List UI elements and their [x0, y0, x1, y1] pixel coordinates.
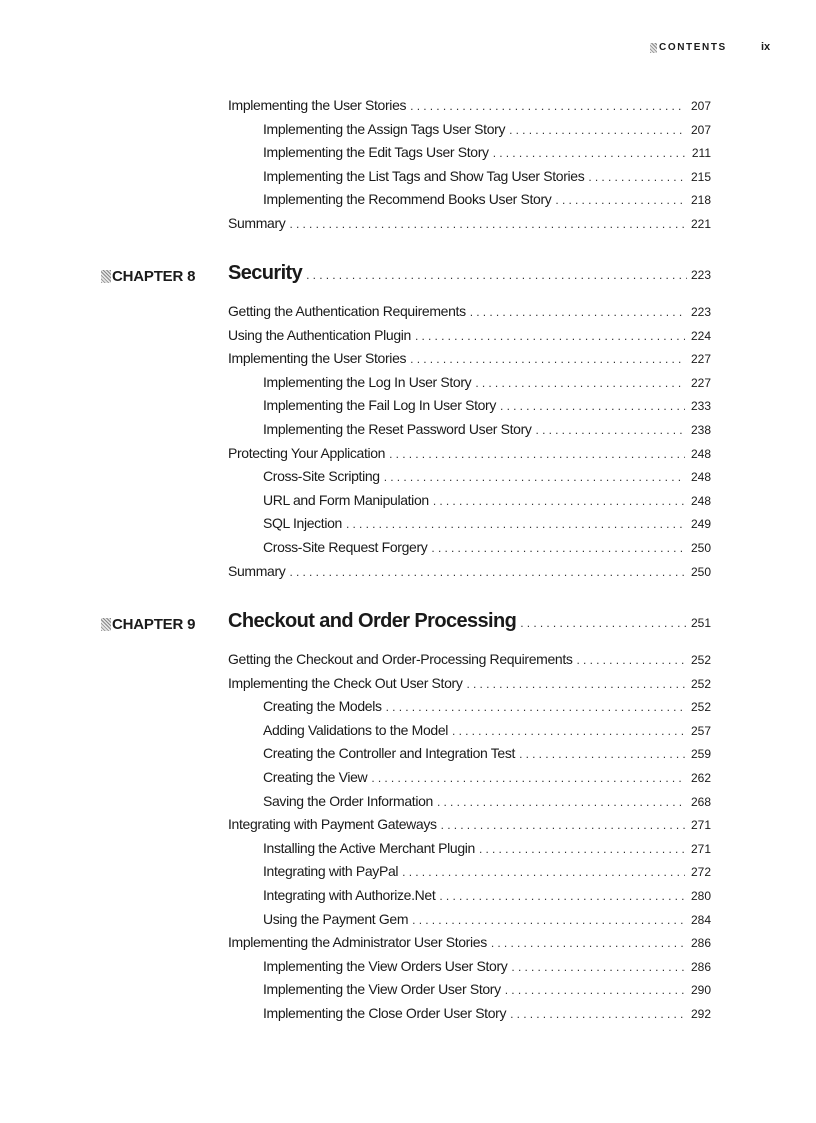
toc-entry-page: 286 [690, 936, 711, 951]
toc-entry-page: 248 [690, 493, 711, 508]
toc-entry[interactable] [228, 934, 711, 954]
chapter-heading[interactable] [0, 610, 816, 638]
dot-leader [470, 305, 685, 319]
dot-leader [519, 747, 685, 761]
toc-entry[interactable] [263, 492, 711, 512]
toc-entry-page: 271 [690, 818, 711, 833]
toc-entry-page: 248 [690, 470, 711, 485]
toc-entry-page: 207 [690, 122, 711, 137]
chapter-heading[interactable] [0, 262, 816, 290]
toc-entry-title: Implementing the Assign Tags User Story [263, 120, 506, 137]
chapter-title-row [228, 610, 711, 638]
dot-leader [588, 170, 685, 184]
toc-entry-page: 207 [690, 99, 711, 113]
toc-entry-page: 218 [690, 193, 711, 208]
toc-entry-title: Summary [228, 562, 286, 579]
toc-entry-page: 252 [690, 676, 711, 691]
dot-leader [493, 146, 685, 160]
toc-entry-page: 290 [690, 983, 711, 998]
dot-leader [441, 818, 685, 832]
toc-entry[interactable] [263, 397, 711, 417]
toc-entry-page: 257 [690, 723, 711, 738]
toc-entry[interactable] [263, 911, 711, 931]
chapter-title: Security [228, 262, 303, 284]
toc-entry-page: 272 [690, 865, 711, 880]
dot-leader [491, 936, 685, 950]
toc-entry[interactable] [228, 816, 711, 836]
toc-entry[interactable] [263, 769, 711, 789]
chapter-title: Checkout and Order Processing [228, 610, 517, 632]
dot-leader [577, 653, 685, 667]
dot-leader [346, 517, 685, 531]
toc-entry-title: Saving the Order Information [263, 792, 433, 809]
toc-entry-title: Creating the Models [263, 698, 382, 715]
toc-entry-page: 238 [690, 423, 711, 437]
chapter-title-row [228, 262, 711, 290]
toc-entry[interactable] [263, 745, 711, 765]
toc-entry-title: Implementing the Administrator User Stories [228, 934, 487, 951]
toc-entry-page: 223 [690, 305, 711, 319]
toc-entry[interactable] [228, 97, 711, 117]
toc-entry-title: Using the Payment Gem [263, 910, 409, 927]
dot-leader [289, 217, 685, 231]
toc-entry[interactable] [263, 468, 711, 488]
toc-entry-title: Implementing the User Stories [228, 350, 407, 367]
dot-leader [536, 423, 685, 437]
dot-leader [466, 677, 685, 691]
running-header-label [650, 42, 727, 53]
toc-entry-page: 292 [690, 1007, 711, 1021]
dot-leader [431, 541, 685, 555]
dot-leader [439, 889, 685, 903]
toc-entry-title: Implementing the Reset Password User Story [263, 421, 532, 437]
toc-entry-page: 215 [690, 169, 711, 184]
toc-entry-page: 286 [690, 959, 711, 974]
dot-leader [384, 470, 685, 484]
dot-leader [509, 123, 685, 137]
dot-leader [386, 700, 685, 714]
toc-entry-page: 249 [690, 517, 711, 532]
dot-leader [306, 268, 687, 282]
toc-entry-title: Implementing the Check Out User Story [228, 674, 463, 691]
toc-entry[interactable] [263, 1005, 711, 1025]
toc-entry-page: 211 [691, 146, 711, 161]
toc-entry-title: Summary [228, 215, 286, 231]
toc-entry-page: 250 [690, 541, 711, 555]
toc-entry-page: 233 [690, 399, 711, 414]
dot-leader [410, 99, 685, 113]
toc-entry-title: Implementing the View Order User Story [263, 981, 501, 998]
chapter-marker-icon [101, 270, 111, 283]
dot-leader [289, 565, 685, 579]
dot-leader [510, 1007, 685, 1021]
chapter-number: CHAPTER 9 [112, 616, 196, 633]
toc-entry-title: Implementing the User Stories [228, 97, 407, 113]
dot-leader [555, 193, 685, 207]
toc-entry-title: Implementing the Close Order User Story [263, 1005, 507, 1021]
toc-entry[interactable] [263, 191, 711, 211]
toc-entry[interactable] [263, 863, 711, 883]
toc-entry-title: Creating the Controller and Integration Test [263, 745, 516, 762]
toc-entry-title: Implementing the Fail Log In User Story [263, 397, 497, 414]
toc-entry-page: 224 [690, 328, 711, 343]
toc-entry-page: 284 [690, 912, 711, 927]
toc-entry-title: Getting the Checkout and Order-Processing Requirements [228, 651, 573, 667]
toc-entry-page: 221 [690, 217, 711, 231]
chapter-marker-icon [101, 618, 111, 631]
toc-entry-title: Implementing the View Orders User Story [263, 957, 508, 974]
toc-entry-title: URL and Form Manipulation [263, 491, 429, 508]
toc-entry[interactable] [228, 651, 711, 671]
toc-entry[interactable] [228, 350, 711, 370]
dot-leader [389, 447, 685, 461]
toc-entry-page: 271 [690, 841, 711, 856]
dot-leader [433, 494, 685, 508]
toc-entry-title: Integrating with Authorize.Net [263, 887, 436, 903]
toc-entry-page: 252 [690, 653, 711, 667]
toc-entry[interactable] [263, 121, 711, 141]
toc-entry-title: SQL Injection [263, 515, 342, 532]
page-number: ix [761, 41, 771, 53]
dot-leader [475, 376, 685, 390]
running-header [0, 42, 816, 58]
toc-entry-title: Protecting Your Application [228, 444, 386, 461]
dot-leader [437, 795, 685, 809]
dot-leader [412, 913, 685, 927]
toc-entry-page: 280 [690, 889, 711, 903]
toc-entry-title: Getting the Authentication Requirements [228, 303, 466, 319]
toc-entry-title: Integrating with Payment Gateways [228, 816, 437, 833]
toc-entry-page: 259 [690, 747, 711, 762]
toc-entry[interactable] [263, 168, 711, 188]
toc-entry[interactable] [228, 445, 711, 465]
dot-leader [511, 960, 685, 974]
toc-entry-page: 262 [690, 771, 711, 785]
toc-entry-title: Creating the View [263, 769, 368, 785]
dot-leader [500, 399, 685, 413]
dot-leader [452, 724, 685, 738]
toc-entry[interactable] [263, 698, 711, 718]
dot-leader [520, 616, 687, 630]
toc-entry-page: 227 [690, 352, 711, 367]
toc-entry-title: Implementing the Edit Tags User Story [263, 144, 489, 161]
toc-entry[interactable] [263, 515, 711, 535]
toc-entry-page: 248 [690, 446, 711, 461]
dot-leader [505, 983, 685, 997]
toc-entry[interactable] [263, 144, 711, 164]
toc-entry-page: 268 [690, 794, 711, 809]
toc-entry[interactable] [263, 421, 711, 441]
chapter-label [101, 268, 195, 285]
toc-entry[interactable] [263, 722, 711, 742]
toc-entry[interactable] [263, 840, 711, 860]
section-title: CONTENTS [659, 42, 727, 53]
toc-entry-page: 250 [690, 564, 711, 579]
toc-entry-title: Installing the Active Merchant Plugin [263, 839, 475, 856]
chapter-number: CHAPTER 8 [112, 268, 196, 285]
dot-leader [415, 329, 685, 343]
toc-entry[interactable] [263, 374, 711, 394]
dot-leader [402, 865, 685, 879]
toc-entry-title: Cross-Site Scripting [263, 468, 380, 485]
toc-entry[interactable] [263, 887, 711, 907]
toc-entry[interactable] [263, 981, 711, 1001]
toc-entry-title: Implementing the List Tags and Show Tag User Stories [263, 167, 585, 184]
toc-entry-title: Integrating with PayPal [263, 863, 399, 880]
chapter-page: 251 [690, 616, 711, 630]
toc-entry-page: 227 [690, 375, 711, 390]
dot-leader [410, 352, 685, 366]
toc-entry-title: Implementing the Log In User Story [263, 373, 472, 390]
toc-entry[interactable] [228, 327, 711, 347]
dot-leader [479, 842, 685, 856]
dot-leader [371, 771, 685, 785]
toc-entry[interactable] [228, 563, 711, 583]
chapter-page: 223 [690, 268, 711, 282]
toc-entry-title: Using the Authentication Plugin [228, 326, 411, 343]
section-marker-icon [650, 43, 657, 53]
toc-entry[interactable] [263, 958, 711, 978]
toc-entry[interactable] [263, 539, 711, 559]
toc-entry[interactable] [228, 215, 711, 235]
toc-entry-title: Cross-Site Request Forgery [263, 539, 428, 555]
chapter-label [101, 616, 195, 633]
toc-entry-page: 252 [690, 700, 711, 715]
toc-entry-title: Adding Validations to the Model [263, 721, 449, 738]
toc-entry[interactable] [228, 675, 711, 695]
toc-entry[interactable] [263, 793, 711, 813]
toc-entry-title: Implementing the Recommend Books User Story [263, 191, 552, 208]
toc-entry[interactable] [228, 303, 711, 323]
